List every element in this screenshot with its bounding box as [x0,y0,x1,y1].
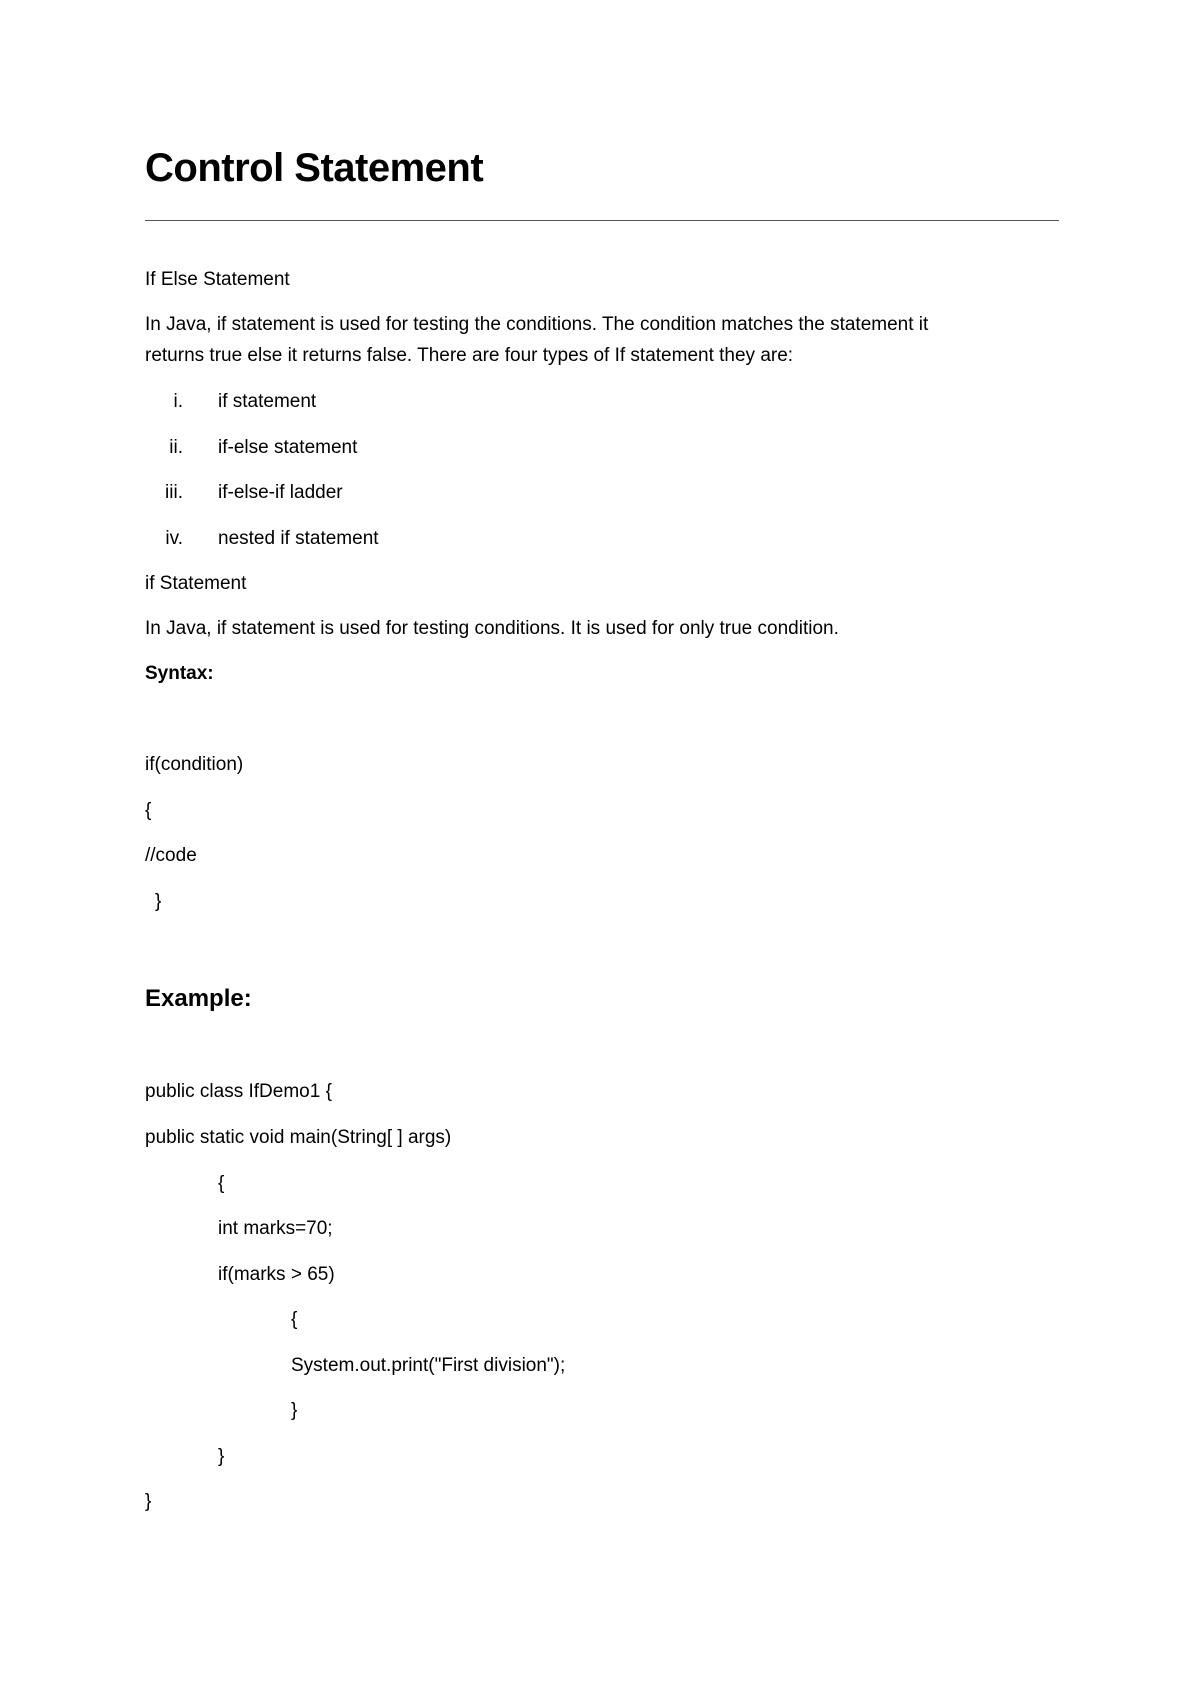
list-marker: i. [173,391,183,412]
list-marker: iv. [165,528,183,549]
if-heading: if Statement [145,573,247,594]
if-description: In Java, if statement is used for testing conditions. It is used for only true condition. [145,618,839,639]
title-divider [145,220,1059,221]
list-item: if-else statement [218,437,358,458]
example-label: Example: [145,985,252,1012]
list-item: nested if statement [218,528,379,549]
section-heading: If Else Statement [145,269,290,290]
code-line: public static void main(String[ ] args) [145,1127,452,1148]
list-marker: ii. [169,437,183,458]
list-item: if-else-if ladder [218,482,343,503]
code-line: System.out.print("First division"); [291,1355,566,1376]
intro-paragraph-line-2: returns true else it returns false. There are four types of If statement they are: [145,345,794,366]
syntax-line: { [145,800,152,821]
intro-paragraph-line-1: In Java, if statement is used for testing the conditions. The condition matches the statement it [145,314,929,335]
code-line: } [291,1400,298,1421]
code-line: } [145,1491,152,1512]
code-line: } [218,1446,225,1467]
code-line: int marks=70; [218,1218,333,1239]
code-line: public class IfDemo1 { [145,1081,332,1102]
syntax-line: } [155,891,162,912]
code-line: { [218,1173,225,1194]
page-title: Control Statement [145,146,484,190]
syntax-line: if(condition) [145,754,244,775]
list-item: if statement [218,391,317,412]
code-line: { [291,1309,298,1330]
code-line: if(marks > 65) [218,1264,335,1285]
list-marker: iii. [165,482,183,503]
syntax-line: //code [145,845,197,866]
syntax-label: Syntax: [145,663,214,684]
